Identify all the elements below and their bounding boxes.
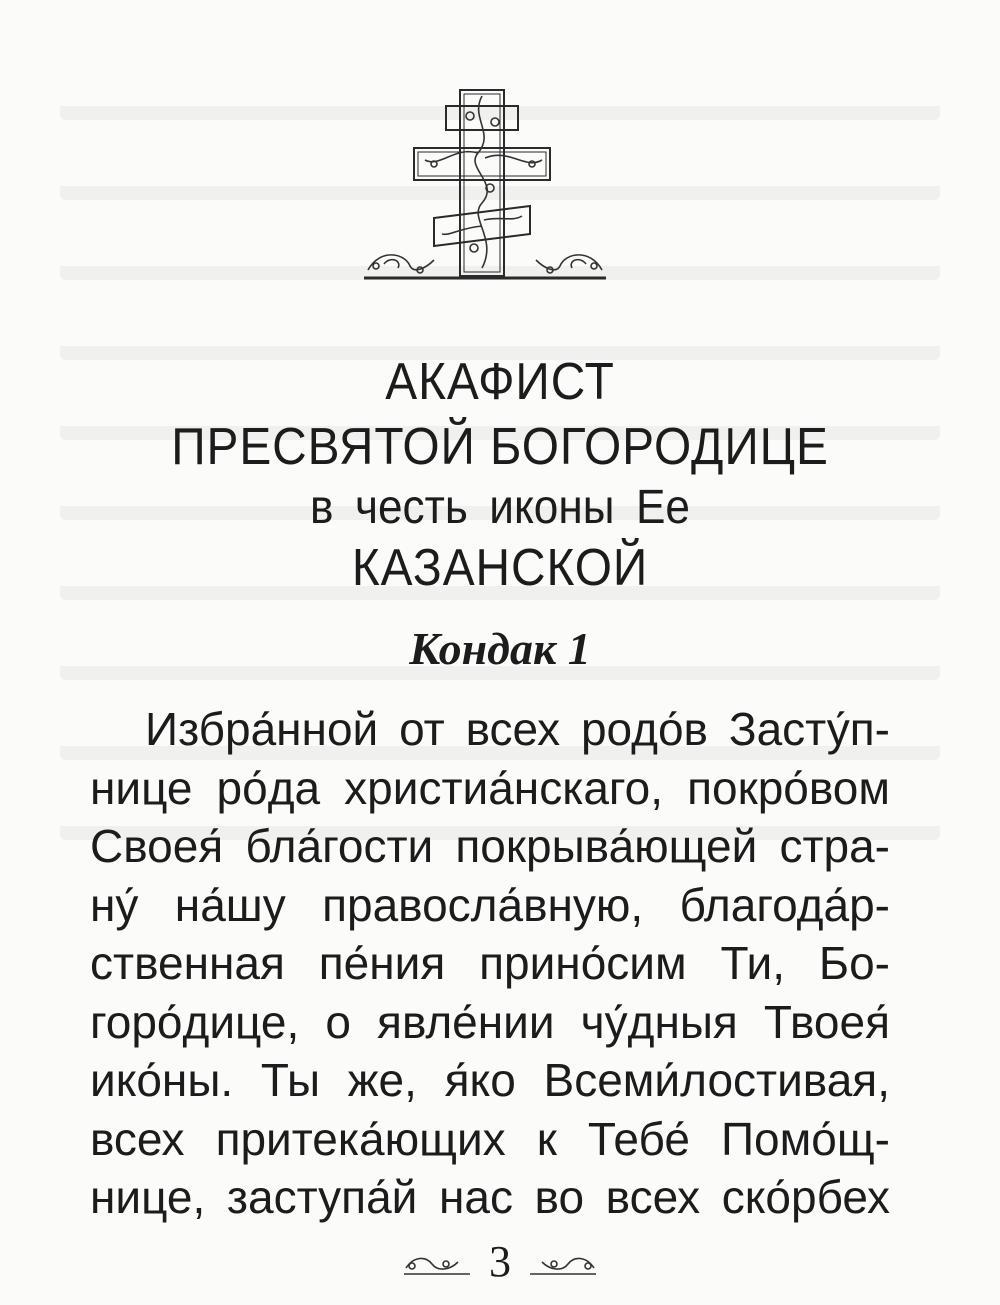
body-line: Избра́нной от всех родо́в Засту́п- xyxy=(145,703,890,755)
floral-ornament-icon xyxy=(528,1250,598,1276)
body-line: нице, заступа́й нас во всех ско́рбех xyxy=(90,1171,890,1223)
page-number: 3 xyxy=(489,1237,511,1286)
body-line: ну́ на́шу правосла́вную, благода́р- xyxy=(90,878,890,931)
body-line: ственная пе́ния прино́сим Ти, Бо- xyxy=(90,937,890,989)
body-line: всех притека́ющих к Тебе́ Помо́щ- xyxy=(90,1112,890,1165)
title-line-icon-honor: в честь иконы Ее xyxy=(310,481,690,534)
title-line-theotokos: ПРЕСВЯТОЙ БОГОРОДИЦЕ xyxy=(171,418,829,476)
body-line: нице ро́да христиа́нскаго, покро́вом xyxy=(90,761,890,814)
body-line: ико́ны. Ты же, я́ко Всеми́лостивая, xyxy=(90,1054,890,1106)
title-line-akathist: АКАФИСТ xyxy=(385,353,615,411)
body-line: Своея́ бла́гости покрыва́ющей стра- xyxy=(90,820,890,872)
section-heading: Кондак 1 xyxy=(409,623,591,674)
orthodox-cross-ornament-icon xyxy=(350,88,620,288)
body-paragraph xyxy=(90,700,890,1227)
body-line: горо́дице, о явле́нии чу́дныя Твоея́ xyxy=(90,995,890,1048)
page-footer xyxy=(380,1236,620,1286)
title-line-kazan: КАЗАНСКОЙ xyxy=(351,539,649,597)
